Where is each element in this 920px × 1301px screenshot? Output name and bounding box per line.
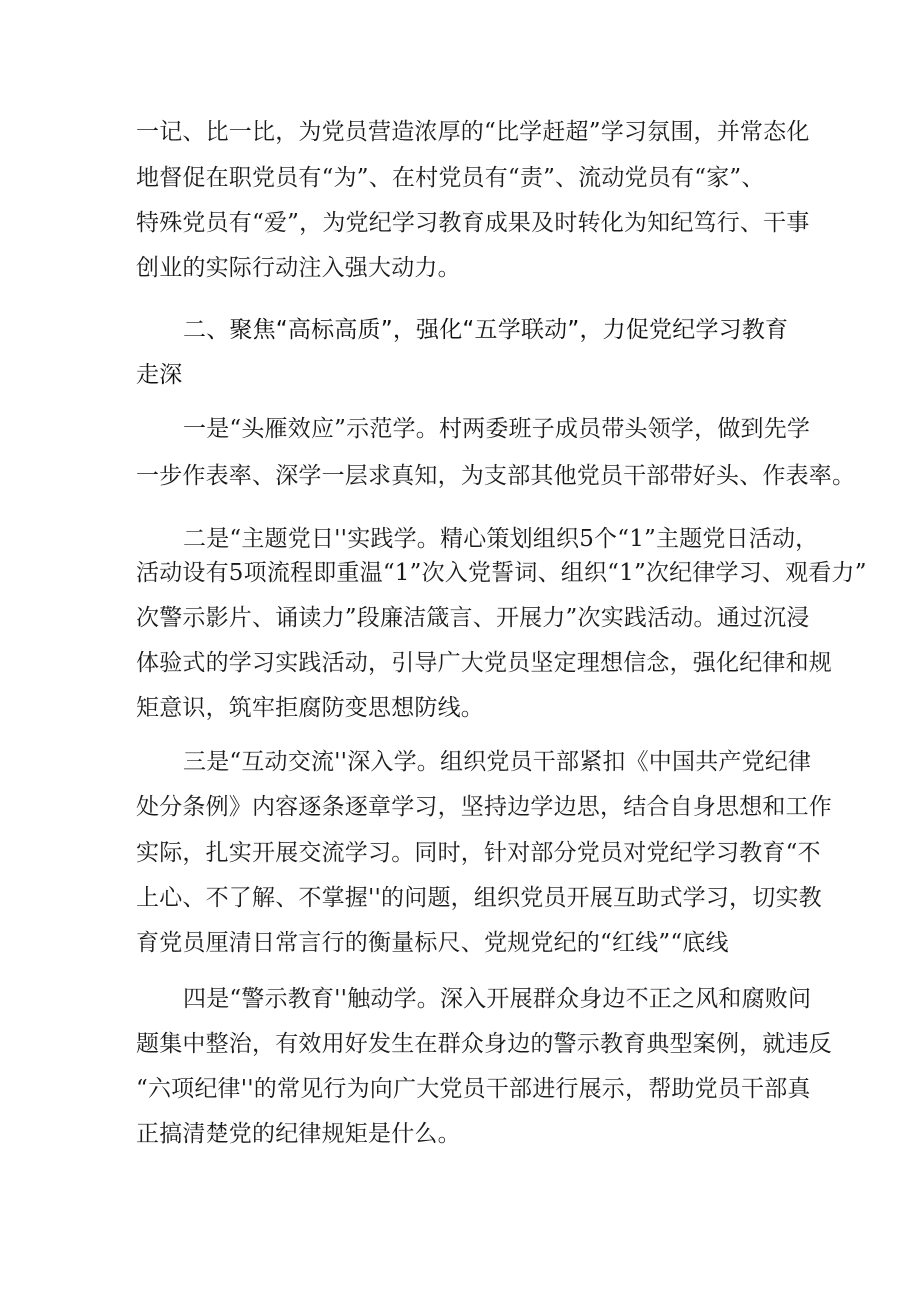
paragraph-line: 二是“主题党日''实践学。精心策划组织5个“1”主题党日活动， [183,526,819,552]
paragraph-line: 三是“互动交流''深入学。组织党员干部紧扣《中国共产党纪律 [183,749,812,775]
heading-line: 二、聚焦“高标高质”，强化“五学联动”，力促党纪学习教育 [183,317,789,343]
paragraph-line: 矩意识，筑牢拒腐防变思想防线。 [136,695,484,721]
paragraph-line: 题集中整治，有效用好发生在群众身边的警示教育典型案例，就违反 [136,1031,832,1057]
paragraph-line: 一步作表率、深学一层求真知，为支部其他党员干部带好头、作表率。 [136,463,856,489]
paragraph-line: “六项纪律''的常见行为向广大党员干部进行展示，帮助党员干部真 [136,1076,811,1102]
paragraph-line: 实际，扎实开展交流学习。同时，针对部分党员对党纪学习教育“不 [136,840,821,866]
paragraph-line: 上心、不了解、不掌握''的问题，组织党员开展互助式学习，切实教 [136,885,822,911]
paragraph-line: 育党员厘清日常言行的衡量标尺、党规党纪的“红线”“底线 [136,930,729,956]
paragraph-line: 体验式的学习实践活动，引导广大党员坚定理想信念，强化纪律和规 [136,650,832,676]
paragraph-line: 正搞清楚党的纪律规矩是什么。 [136,1121,461,1147]
paragraph-line: 处分条例》内容逐条逐章学习，坚持边学边思，结合自身思想和工作 [136,794,832,820]
heading-line: 走深 [136,362,183,388]
paragraph-line: 四是“警示教育''触动学。深入开展群众身边不正之风和腐败问 [183,986,812,1012]
paragraph-line: 一是“头雁效应”示范学。村两委班子成员带头领学，做到先学 [183,416,811,442]
paragraph-line: 地督促在职党员有“为”、在村党员有“责”、流动党员有“家”、 [136,165,765,191]
paragraph-line: 次警示影片、诵读力”段廉洁箴言、开展力”次实践活动。通过沉浸 [136,605,810,631]
paragraph-line: 特殊党员有“爱”，为党纪学习教育成果及时转化为知纪笃行、干事 [136,210,810,236]
paragraph-line: 创业的实际行动注入强大动力。 [136,255,461,281]
paragraph-line: 活动设有5项流程即重温“1”次入党誓词、组织“1”次纪律学习、观看力” [136,560,867,586]
paragraph-line: 一记、比一比，为党员营造浓厚的“比学赶超”学习氛围，并常态化 [136,119,810,145]
